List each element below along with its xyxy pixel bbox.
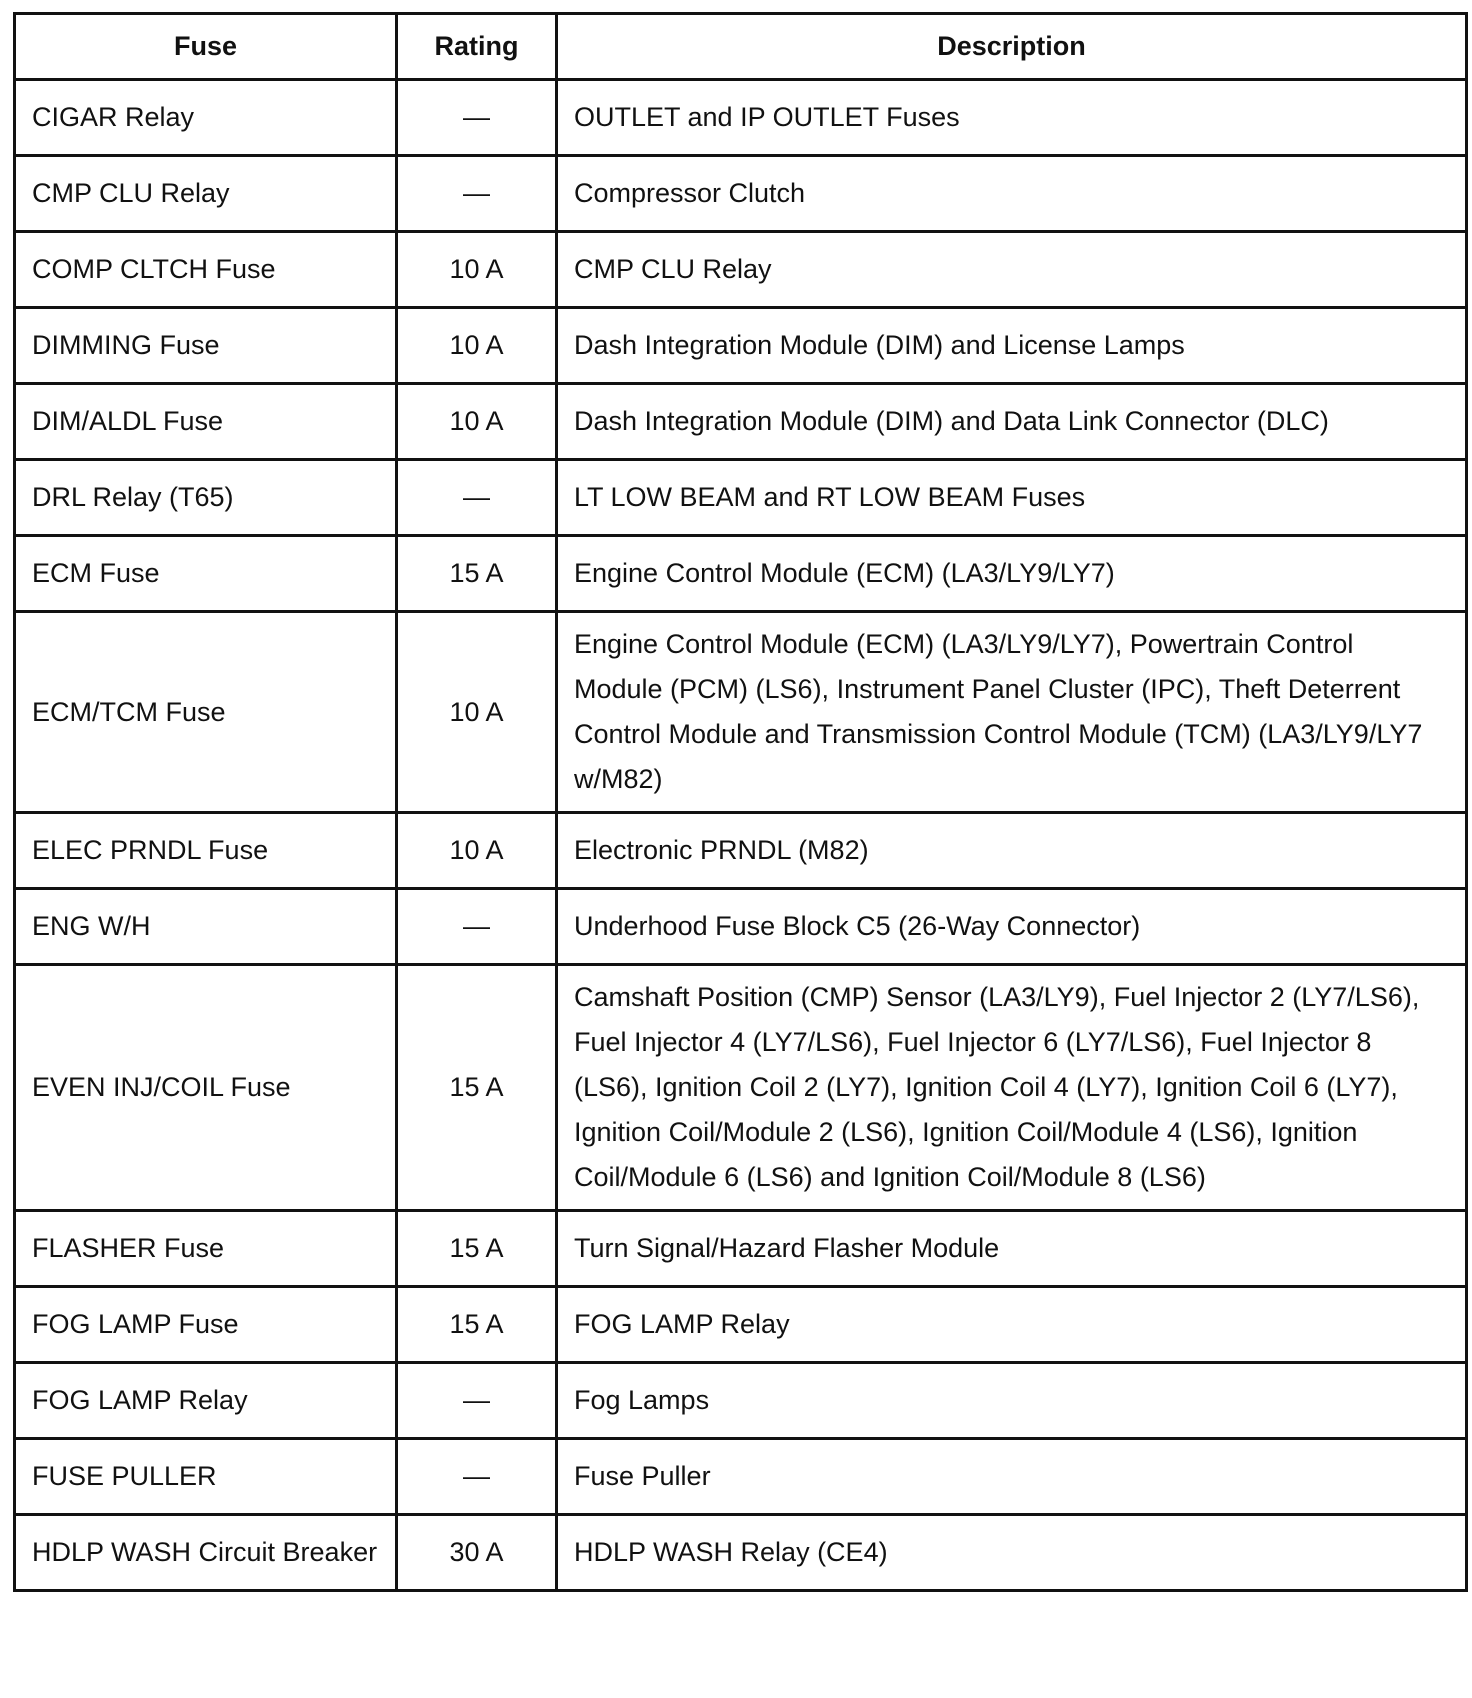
fuse-table (13, 12, 1468, 1592)
rating-cell: 10 A (397, 813, 557, 889)
description-cell: Electronic PRNDL (M82) (557, 813, 1467, 889)
table-row (15, 1211, 1467, 1287)
header-description: Description (557, 14, 1467, 80)
rating-cell: — (397, 1363, 557, 1439)
table-row (15, 965, 1467, 1211)
fuse-cell: DIM/ALDL Fuse (15, 384, 397, 460)
table-row (15, 1515, 1467, 1591)
fuse-cell: ECM/TCM Fuse (15, 612, 397, 813)
fuse-cell: FOG LAMP Fuse (15, 1287, 397, 1363)
table-row (15, 308, 1467, 384)
fuse-cell: HDLP WASH Circuit Breaker (15, 1515, 397, 1591)
table-row (15, 813, 1467, 889)
fuse-cell: CIGAR Relay (15, 80, 397, 156)
description-cell: Fog Lamps (557, 1363, 1467, 1439)
rating-cell: — (397, 80, 557, 156)
description-cell: OUTLET and IP OUTLET Fuses (557, 80, 1467, 156)
description-cell: Dash Integration Module (DIM) and Data Link Connector (DLC) (557, 384, 1467, 460)
fuse-cell: COMP CLTCH Fuse (15, 232, 397, 308)
table-row (15, 384, 1467, 460)
table-row (15, 1287, 1467, 1363)
rating-cell: 30 A (397, 1515, 557, 1591)
description-cell: HDLP WASH Relay (CE4) (557, 1515, 1467, 1591)
fuse-cell: CMP CLU Relay (15, 156, 397, 232)
table-row (15, 1439, 1467, 1515)
rating-cell: 10 A (397, 232, 557, 308)
description-cell: Engine Control Module (ECM) (LA3/LY9/LY7) (557, 536, 1467, 612)
rating-cell: 10 A (397, 308, 557, 384)
rating-cell: 10 A (397, 612, 557, 813)
table-row (15, 232, 1467, 308)
table-row (15, 156, 1467, 232)
description-cell: Engine Control Module (ECM) (LA3/LY9/LY7), Powertrain Control Module (PCM) (LS6), Instrument Panel Cluster (IPC), Theft Deterrent Control Module and Transmission Control Module (TCM) (LA3/LY9/LY7 w/M82) (557, 612, 1467, 813)
fuse-cell: FOG LAMP Relay (15, 1363, 397, 1439)
rating-cell: 15 A (397, 1287, 557, 1363)
fuse-cell: ELEC PRNDL Fuse (15, 813, 397, 889)
rating-cell: — (397, 1439, 557, 1515)
rating-cell: 15 A (397, 536, 557, 612)
rating-cell: 15 A (397, 965, 557, 1211)
rating-cell: 10 A (397, 384, 557, 460)
fuse-cell: ECM Fuse (15, 536, 397, 612)
table-row (15, 80, 1467, 156)
header-rating: Rating (397, 14, 557, 80)
description-cell: Dash Integration Module (DIM) and License Lamps (557, 308, 1467, 384)
header-fuse: Fuse (15, 14, 397, 80)
rating-cell: — (397, 460, 557, 536)
table-row (15, 889, 1467, 965)
table-row (15, 612, 1467, 813)
description-cell: CMP CLU Relay (557, 232, 1467, 308)
fuse-cell: DRL Relay (T65) (15, 460, 397, 536)
fuse-cell: FLASHER Fuse (15, 1211, 397, 1287)
rating-cell: — (397, 156, 557, 232)
header-row (15, 14, 1467, 80)
description-cell: Camshaft Position (CMP) Sensor (LA3/LY9), Fuel Injector 2 (LY7/LS6), Fuel Injector 4 (LY7/LS6), Fuel Injector 6 (LY7/LS6), Fuel Injector 8 (LS6), Ignition Coil 2 (LY7), Ignition Coil 4 (LY7), Ignition Coil 6 (LY7), Ignition Coil/Module 2 (LS6), Ignition Coil/Module 4 (LS6), Ignition Coil/Module 6 (LS6) and Ignition Coil/Module 8 (LS6) (557, 965, 1467, 1211)
description-cell: Compressor Clutch (557, 156, 1467, 232)
table-row (15, 536, 1467, 612)
rating-cell: 15 A (397, 1211, 557, 1287)
description-cell: LT LOW BEAM and RT LOW BEAM Fuses (557, 460, 1467, 536)
rating-cell: — (397, 889, 557, 965)
fuse-cell: EVEN INJ/COIL Fuse (15, 965, 397, 1211)
description-cell: Fuse Puller (557, 1439, 1467, 1515)
fuse-cell: FUSE PULLER (15, 1439, 397, 1515)
fuse-cell: DIMMING Fuse (15, 308, 397, 384)
table-row (15, 460, 1467, 536)
fuse-cell: ENG W/H (15, 889, 397, 965)
description-cell: Turn Signal/Hazard Flasher Module (557, 1211, 1467, 1287)
table-row (15, 1363, 1467, 1439)
description-cell: Underhood Fuse Block C5 (26-Way Connector) (557, 889, 1467, 965)
description-cell: FOG LAMP Relay (557, 1287, 1467, 1363)
